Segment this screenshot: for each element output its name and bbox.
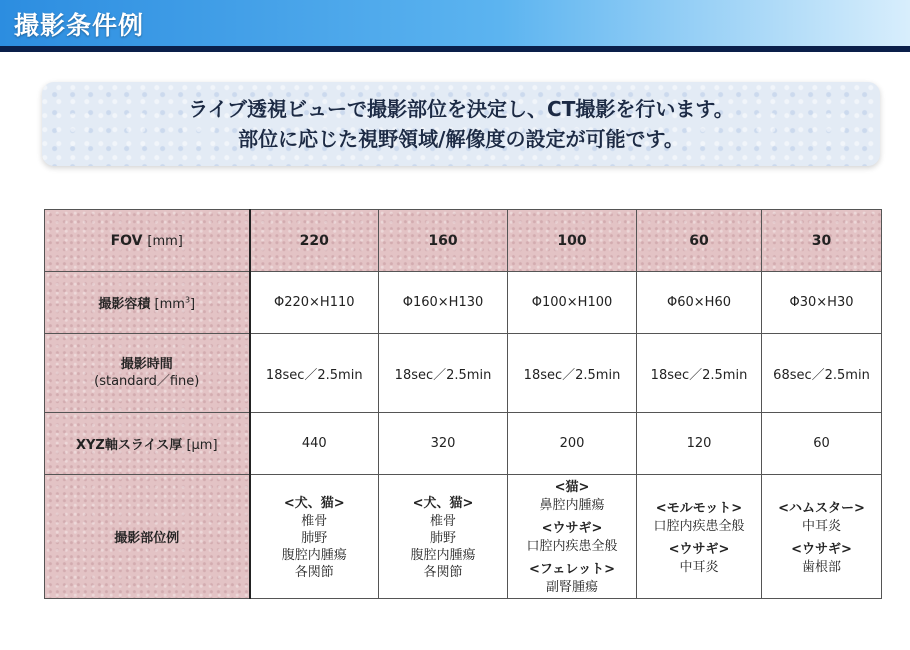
volume-value: Φ100×H100	[508, 272, 637, 334]
site-item: 肺野	[301, 530, 328, 546]
site-item: 腹腔内腫瘍	[410, 547, 476, 563]
volume-row	[45, 272, 882, 334]
fov-unit: [mm]	[147, 233, 183, 249]
slice-value: 440	[250, 413, 379, 475]
intro-banner	[42, 82, 880, 166]
time-row	[45, 334, 882, 413]
animal-group: <ウサギ>	[541, 521, 603, 536]
fov-value: 30	[762, 210, 882, 272]
site-item: 口腔内疾患全般	[526, 539, 618, 554]
fov-row	[45, 210, 882, 272]
volume-value: Φ30×H30	[762, 272, 882, 334]
volume-header	[45, 272, 250, 334]
page-title: 撮影条件例	[14, 11, 145, 40]
site-item: 中耳炎	[801, 518, 841, 534]
fov-value: 160	[379, 210, 508, 272]
animal-group: <犬、猫>	[283, 495, 345, 511]
fov-value: 220	[250, 210, 379, 272]
slice-value: 200	[508, 413, 637, 475]
example-cell	[250, 475, 379, 599]
fov-label: FOV	[110, 232, 143, 249]
time-header	[45, 334, 250, 413]
time-value: 18sec／2.5min	[379, 334, 508, 413]
example-row	[45, 475, 882, 599]
slice-row	[45, 413, 882, 475]
volume-value: Φ220×H110	[250, 272, 379, 334]
site-item: 中耳炎	[679, 559, 719, 575]
time-label: 撮影時間	[120, 357, 173, 372]
time-sub: (standard／fine)	[94, 374, 200, 389]
time-value: 18sec／2.5min	[250, 334, 379, 413]
animal-group: <フェレット>	[528, 562, 615, 577]
volume-unit: $[mm^3]$	[154, 295, 196, 312]
animal-group: <ウサギ>	[791, 541, 852, 557]
site-item: 各関節	[294, 564, 334, 580]
time-value: 18sec／2.5min	[508, 334, 637, 413]
animal-group: <ウサギ>	[668, 541, 730, 557]
condition-table	[44, 209, 882, 599]
site-item: 各関節	[423, 564, 463, 580]
slice-value: 320	[379, 413, 508, 475]
volume-value: Φ160×H130	[379, 272, 508, 334]
site-item: 歯根部	[801, 559, 841, 575]
example-cell	[379, 475, 508, 599]
site-item: 椎骨	[301, 513, 328, 529]
site-item: 椎骨	[429, 513, 456, 529]
example-cell	[508, 475, 637, 599]
animal-group: <ハムスター>	[778, 500, 865, 516]
fov-value: 60	[637, 210, 762, 272]
fov-value: 100	[508, 210, 637, 272]
banner-line-2: 部位に応じた視野領域/解像度の設定が可能です。	[238, 127, 684, 151]
fov-header	[45, 210, 250, 272]
animal-group: <犬、猫>	[412, 495, 474, 511]
slice-header	[45, 413, 250, 475]
animal-group: <モルモット>	[655, 500, 743, 516]
banner-line-1: ライブ透視ビューで撮影部位を決定し、CT撮影を行います。	[188, 97, 734, 121]
site-item: 鼻腔内腫瘍	[539, 498, 605, 513]
site-item: 副腎腫瘍	[545, 580, 598, 595]
volume-value: Φ60×H60	[637, 272, 762, 334]
volume-label: 撮影容積	[98, 297, 151, 312]
slice-label: XYZ軸スライス厚	[75, 438, 183, 453]
animal-group: <猫>	[554, 480, 590, 495]
site-item: 口腔内疾患全般	[653, 518, 745, 534]
example-cell	[637, 475, 762, 599]
example-header	[45, 475, 250, 599]
slice-value: 120	[637, 413, 762, 475]
site-item: 腹腔内腫瘍	[281, 547, 347, 563]
slice-value: 60	[762, 413, 882, 475]
site-item: 肺野	[429, 530, 456, 546]
example-label: 撮影部位例	[114, 531, 180, 546]
title-bar	[0, 0, 910, 46]
time-value: 68sec／2.5min	[762, 334, 882, 413]
slice-unit: [μm]	[186, 438, 218, 453]
example-cell	[762, 475, 882, 599]
time-value: 18sec／2.5min	[637, 334, 762, 413]
